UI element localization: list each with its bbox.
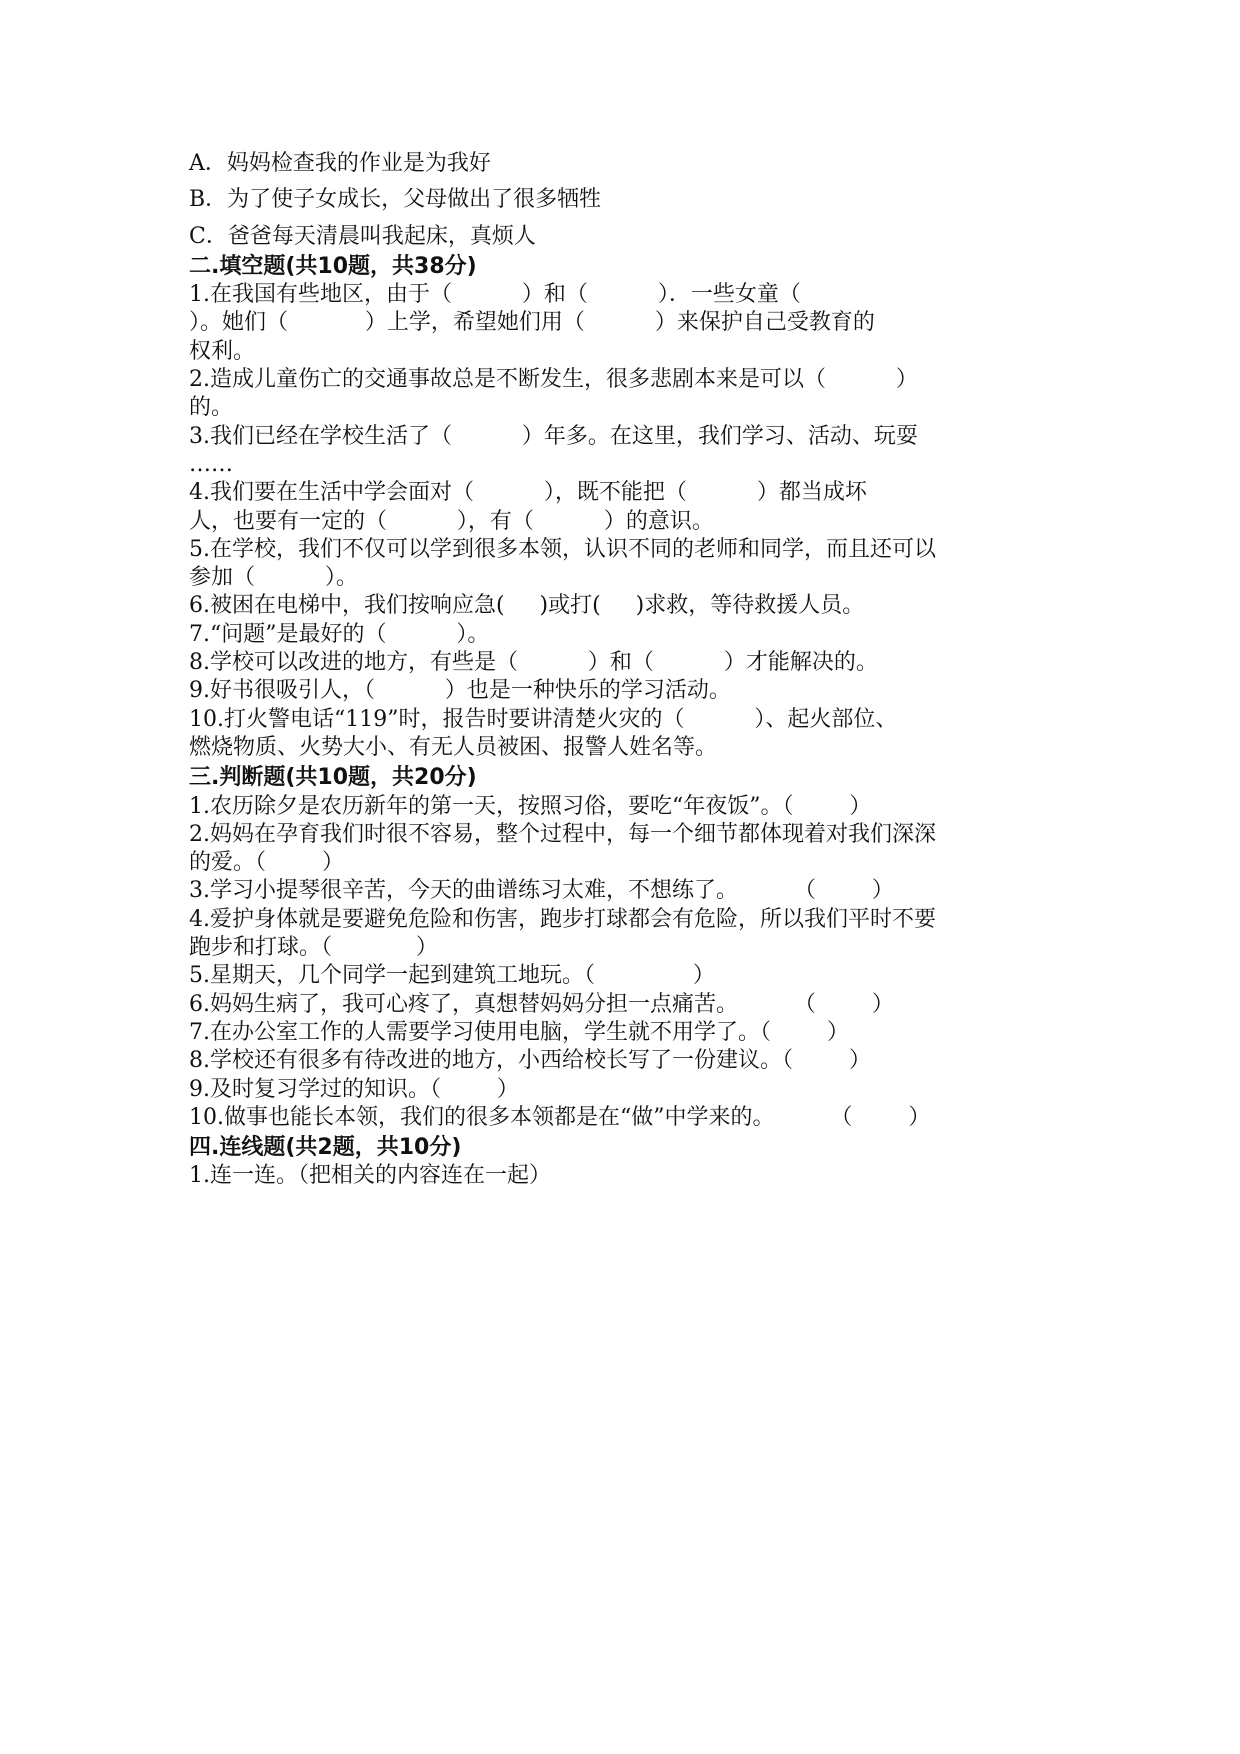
section-2-line: 参加（ ）。 [189, 565, 358, 591]
section-2-line: 6.被困在电梯中，我们按响应急( )或打( )求救，等待救援人员。 [189, 593, 865, 619]
section-4-title: 四.连线题(共2题，共10分) [189, 1135, 462, 1161]
section-3-title: 三.判断题(共10题，共20分) [189, 765, 477, 791]
section-4-line: 1.连一连。（把相关的内容连在一起） [189, 1163, 551, 1189]
section-3-line: 8.学校还有很多有待改进的地方，小西给校长写了一份建议。（ ） [189, 1048, 871, 1074]
section-2-line: …… [189, 451, 233, 477]
option-a: A．妈妈检查我的作业是为我好 [189, 151, 491, 176]
option-c: C．爸爸每天清晨叫我起床，真烦人 [189, 223, 536, 249]
section-2-line: 4.我们要在生活中学会面对（ ），既不能把（ ）都当成坏 [189, 480, 867, 506]
section-3-line: 跑步和打球。（ ） [189, 935, 438, 961]
section-2-line: 7.“问题”是最好的（ ）。 [189, 621, 490, 647]
section-3-line: 的爱。（ ） [189, 850, 344, 876]
section-2-line: 3.我们已经在学校生活了（ ）年多。在这里，我们学习、活动、玩耍 [189, 423, 918, 449]
section-3-line: 9.及时复习学过的知识。（ ） [189, 1076, 519, 1102]
section-2-line: ）。她们（ ）上学，希望她们用（ ）来保护自己受教育的 [189, 310, 875, 336]
section-3-line: 6.妈妈生病了，我可心疼了，真想替妈妈分担一点痛苦。 （ ） [189, 991, 894, 1017]
section-2-line: 9.好书很吸引人，（ ）也是一种快乐的学习活动。 [189, 678, 731, 704]
page-content [189, 150, 1069, 1191]
section-2-line: 人，也要有一定的（ ），有（ ）的意识。 [189, 508, 714, 534]
option-b: B．为了使子女成长，父母做出了很多牺牲 [189, 187, 602, 213]
section-3-line: 2.妈妈在孕育我们时很不容易，整个过程中，每一个细节都体现着对我们深深 [189, 821, 936, 847]
section-3-line: 7.在办公室工作的人需要学习使用电脑，学生就不用学了。（ ） [189, 1019, 849, 1045]
section-2-line: 的。 [189, 395, 234, 421]
section-2-line: 燃烧物质、火势大小、有无人员被困、报警人姓名等。 [189, 734, 718, 760]
section-2-line: 5.在学校，我们不仅可以学到很多本领，认识不同的老师和同学，而且还可以 [189, 536, 936, 562]
section-2-line: 8.学校可以改进的地方，有些是（ ）和（ ）才能解决的。 [189, 650, 878, 676]
section-3-line: 10.做事也能长本领，我们的很多本领都是在“做”中学来的。 （ ） [189, 1104, 931, 1130]
section-3-line: 3.学习小提琴很辛苦，今天的曲谱练习太难，不想练了。 （ ） [189, 878, 894, 904]
section-3-line: 4.爱护身体就是要避免危险和伤害，跑步打球都会有危险，所以我们平时不要 [189, 906, 936, 932]
section-2-title: 二.填空题(共10题，共38分) [189, 253, 477, 279]
section-2-line: 1.在我国有些地区，由于（ ）和（ ）．一些女童（ [189, 282, 801, 308]
section-2-line: 权利。 [189, 338, 256, 364]
section-3-line: 5.星期天，几个同学一起到建筑工地玩。（ ） [189, 963, 715, 989]
section-3-line: 1.农历除夕是农历新年的第一天，按照习俗，要吃“年夜饭”。（ ） [189, 793, 872, 819]
section-2-line: 2.造成儿童伤亡的交通事故总是不断发生，很多悲剧本来是可以（ ） [189, 367, 918, 393]
section-2-line: 10.打火警电话“119”时，报告时要讲清楚火灾的（ ）、起火部位、 [189, 706, 898, 732]
